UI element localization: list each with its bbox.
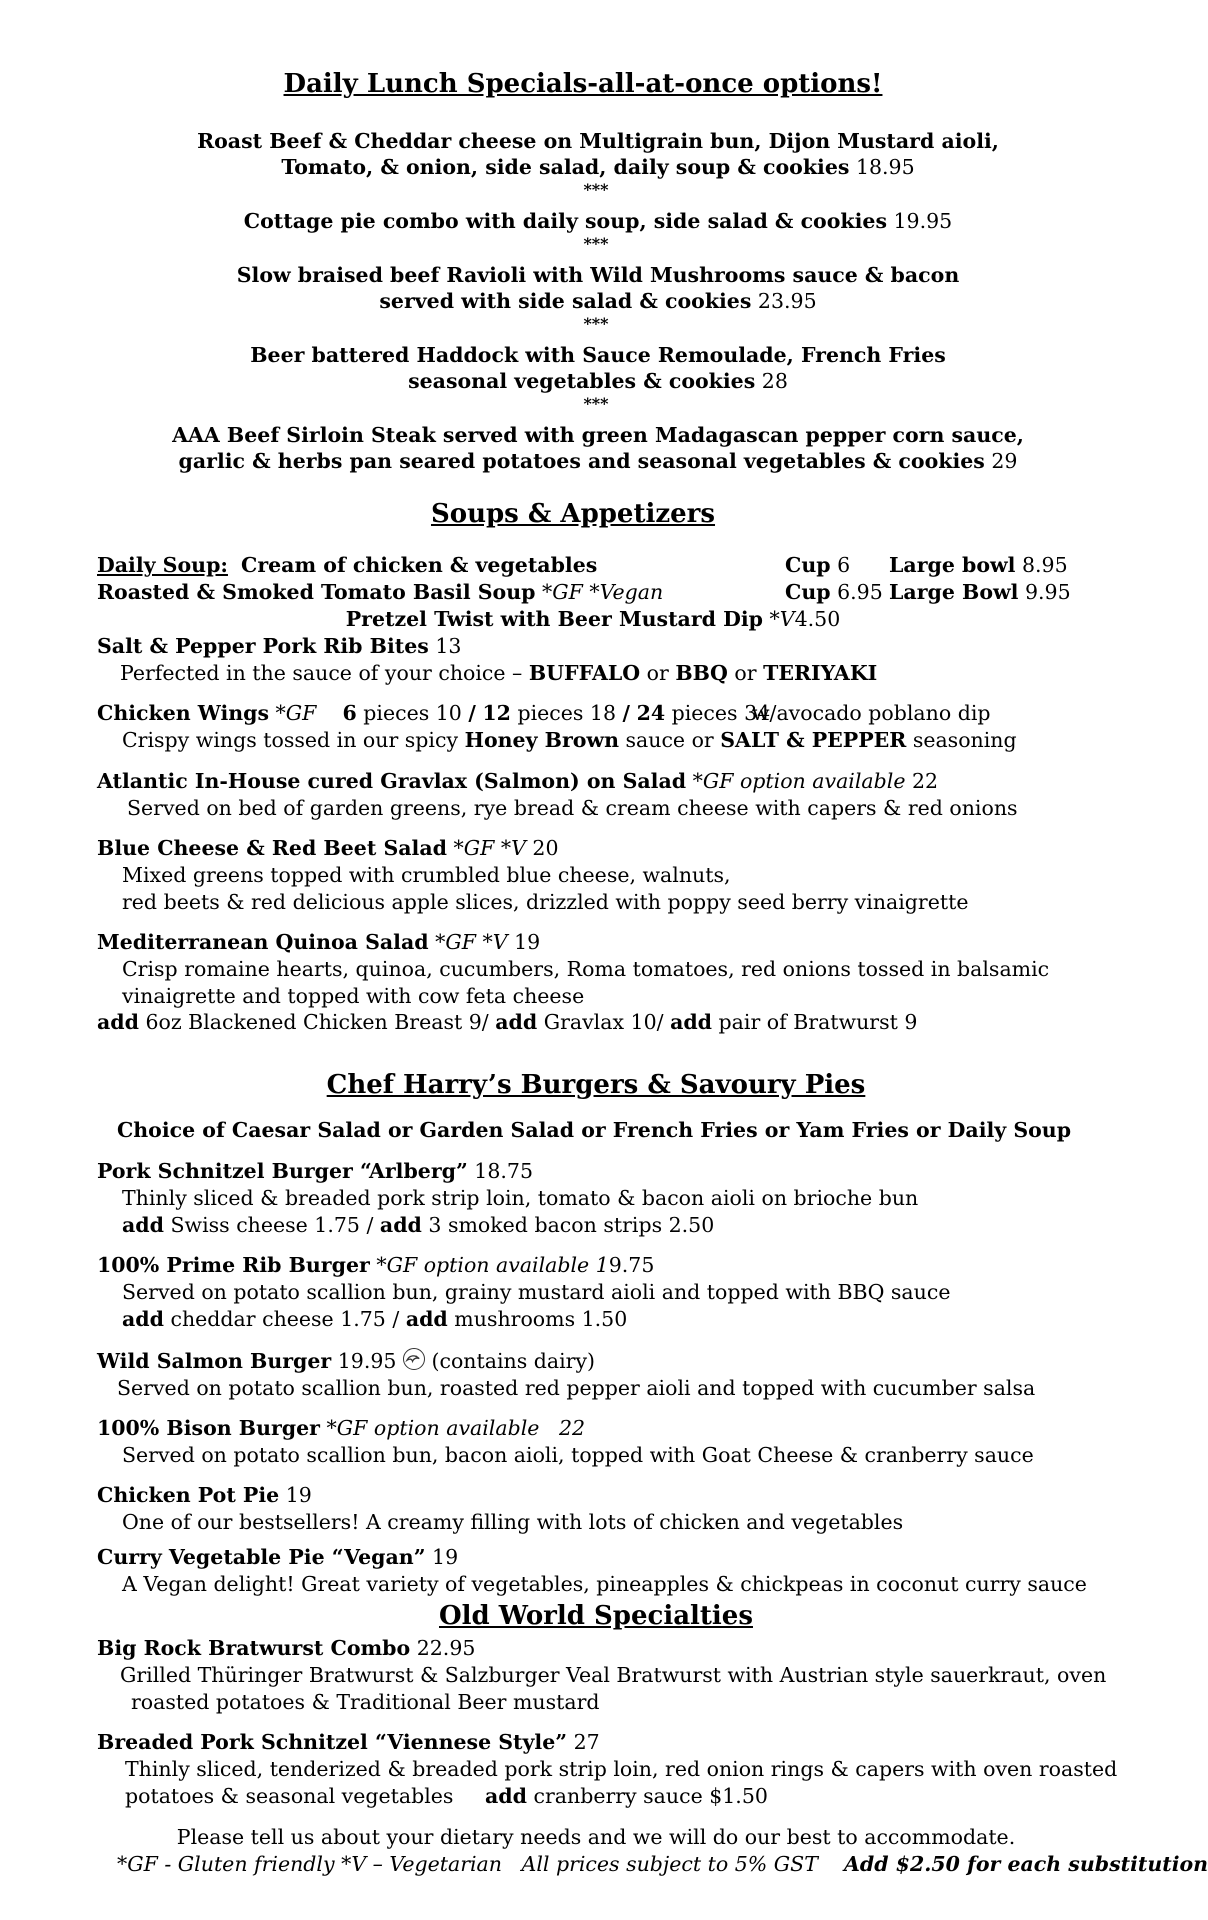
wings-desc-2: sauce or xyxy=(625,728,714,752)
salmon-note: (contains dairy) xyxy=(431,1349,596,1373)
rib-bites-desc xyxy=(120,660,877,687)
special-1-line-2 xyxy=(0,154,1196,181)
wings-price-24: pieces 34 xyxy=(671,701,771,725)
special-3-text: served with side salad & cookies xyxy=(379,289,752,313)
special-4-line-2 xyxy=(0,368,1196,395)
quinoa-desc-2: vinaigrette and topped with cow feta cheese xyxy=(122,984,585,1008)
wings-count-6: 6 xyxy=(342,701,357,725)
prime-rib-desc: Served on potato scallion bun, grainy mustard aioli and topped with BBQ sauce xyxy=(122,1280,951,1304)
daily-soup-bowl xyxy=(889,552,1068,579)
add-label: add xyxy=(379,1213,422,1237)
schnitzel-row xyxy=(97,1729,600,1756)
add-label: add xyxy=(485,1784,527,1808)
prime-rib-row xyxy=(97,1252,654,1279)
schnitzel-price: 27 xyxy=(573,1730,600,1754)
bison-burger-row xyxy=(97,1415,585,1442)
quinoa-price: 19 xyxy=(514,930,541,954)
addon-bacon: 3 smoked bacon strips 2.50 xyxy=(428,1213,715,1237)
wings-desc xyxy=(122,727,1017,754)
slash: / xyxy=(622,701,631,725)
pot-pie-name: Chicken Pot Pie xyxy=(97,1483,280,1507)
quinoa-name: Mediterranean Quinoa Salad xyxy=(97,930,429,954)
add-label: add xyxy=(670,1010,713,1034)
rib-bites-row xyxy=(97,633,461,660)
beet-tags: *GF *V xyxy=(453,836,526,860)
special-4-line-1: Beer battered Haddock with Sauce Remoulade, French Fries xyxy=(250,343,946,367)
oldworld-title: Old World Specialties xyxy=(439,1601,753,1631)
prime-rib-name: 100% Prime Rib Burger xyxy=(97,1253,370,1277)
wings-dip: w/avocado poblano dip xyxy=(752,701,991,725)
quinoa-desc-1: Crisp romaine hearts, quinoa, cucumbers, Roma tomatoes, red onions tossed in balsamic xyxy=(122,957,1050,981)
bison-burger-desc: Served on potato scallion bun, bacon aioli, topped with Goat Cheese & cranberry sauce xyxy=(122,1443,1034,1467)
special-2-price: 19.95 xyxy=(893,209,953,233)
addon-mushrooms: mushrooms 1.50 xyxy=(454,1307,628,1331)
special-5-text: garlic & herbs pan seared potatoes and seasonal vegetables & cookies xyxy=(178,449,985,473)
special-1-price: 18.95 xyxy=(855,155,915,179)
cup-label: Cup xyxy=(785,580,831,604)
salmon-burger-price: 19.95 xyxy=(337,1349,397,1373)
special-3-line-1: Slow braised beef Ravioli with Wild Mushrooms sauce & bacon xyxy=(236,263,960,287)
curry-pie-price: 19 xyxy=(432,1545,459,1569)
tomato-bowl-price: 9.95 xyxy=(1024,580,1071,604)
special-1-line-1: Roast Beef & Cheddar cheese on Multigrain bun, Dijon Mustard aioli, xyxy=(197,129,999,153)
addon-cheddar: cheddar cheese 1.75 / xyxy=(170,1307,400,1331)
schnitzel-addon xyxy=(485,1783,768,1810)
wings-count-24: 24 xyxy=(636,701,666,725)
special-5-line-2 xyxy=(0,448,1196,475)
daily-soup-label: Daily Soup: xyxy=(97,553,228,577)
special-3-line-2 xyxy=(0,288,1196,315)
add-label: add xyxy=(97,1010,139,1034)
rib-bites-price: 13 xyxy=(435,634,462,658)
daily-bowl-price: 8.95 xyxy=(1022,553,1068,577)
curry-pie-row xyxy=(97,1544,458,1571)
pretzel-tags: *V xyxy=(769,607,795,631)
gravlax-name: Atlantic In-House cured Gravlax (Salmon) on Salad xyxy=(97,769,687,793)
gravlax-price: 22 xyxy=(911,769,939,793)
special-5-line-1: AAA Beef Sirloin Steak served with green Madagascan pepper corn sauce, xyxy=(172,423,1024,447)
beet-desc-2: red beets & red delicious apple slices, drizzled with poppy seed berry vinaigrette xyxy=(122,890,969,914)
daily-soup-cup xyxy=(785,552,850,579)
wings-honey: Honey Brown xyxy=(464,728,619,752)
bison-burger-price: 22 xyxy=(558,1416,586,1440)
gravlax-row xyxy=(97,768,938,795)
wings-desc-1: Crispy wings tossed in our spicy xyxy=(122,728,459,752)
special-2-text: Cottage pie combo with daily soup, side salad & cookies xyxy=(243,209,887,233)
beet-price: 20 xyxy=(532,836,559,860)
special-1-text: Tomato, & onion, side salad, daily soup & cookies xyxy=(281,155,850,179)
special-4-price: 28 xyxy=(761,369,788,393)
or-text: or xyxy=(646,661,669,685)
slash: / xyxy=(468,701,476,725)
or-text: or xyxy=(734,661,757,685)
schnitzel-desc-2: potatoes & seasonal vegetables xyxy=(125,1784,454,1808)
pot-pie-row xyxy=(97,1482,312,1509)
add-label: add xyxy=(405,1307,448,1331)
beet-name: Blue Cheese & Red Beet Salad xyxy=(97,836,447,860)
addon-bratwurst: pair of Bratwurst 9 xyxy=(718,1010,918,1034)
wings-name: Chicken Wings xyxy=(97,701,270,725)
salmon-burger-name: Wild Salmon Burger xyxy=(97,1349,332,1373)
special-2-line-1 xyxy=(0,208,1196,235)
gravlax-desc: Served on bed of garden greens, rye bread & cream cheese with capers & red onions xyxy=(127,796,1018,820)
special-4-text: seasonal vegetables & cookies xyxy=(408,369,756,393)
ocean-wise-icon xyxy=(403,1348,425,1370)
substitution-note: Add $2.50 for each substitution xyxy=(843,1852,1208,1876)
lunch-title: Daily Lunch Specials-all-at-once options! xyxy=(283,69,883,99)
special-5-price: 29 xyxy=(991,449,1018,473)
curry-pie-desc: A Vegan delight! Great variety of vegetables, pineapples & chickpeas in coconut curry sauce xyxy=(122,1572,1087,1596)
pot-pie-desc: One of our bestsellers! A creamy filling with lots of chicken and vegetables xyxy=(122,1510,904,1534)
bratwurst-row xyxy=(97,1635,475,1662)
separator-1: *** xyxy=(583,180,609,199)
wings-desc-3: seasoning xyxy=(912,728,1017,752)
wings-salt: SALT & PEPPER xyxy=(720,728,907,752)
separator-4: *** xyxy=(583,394,609,413)
separator-2: *** xyxy=(583,234,609,253)
salmon-burger-row xyxy=(97,1348,595,1375)
add-label: add xyxy=(122,1307,164,1331)
cup-label: Cup xyxy=(785,553,831,577)
bratwurst-desc-2: roasted potatoes & Traditional Beer mustard xyxy=(131,1690,600,1714)
sauce-buffalo: BUFFALO xyxy=(528,661,641,685)
bratwurst-price: 22.95 xyxy=(416,1636,476,1660)
bison-burger-name: 100% Bison Burger xyxy=(97,1416,320,1440)
addon-swiss: Swiss cheese 1.75 / xyxy=(170,1213,374,1237)
pork-burger-row xyxy=(97,1158,533,1185)
bison-burger-tags: *GF option available xyxy=(326,1416,540,1440)
curry-pie-name: Curry Vegetable Pie “Vegan” xyxy=(97,1545,426,1569)
pot-pie-price: 19 xyxy=(285,1483,312,1507)
wings-price-6: pieces 10 xyxy=(363,701,462,725)
pork-burger-name: Pork Schnitzel Burger “Arlberg” xyxy=(97,1159,468,1183)
sauce-teriyaki: TERIYAKI xyxy=(763,661,878,685)
daily-soup-row xyxy=(97,552,597,579)
dietary-note: Please tell us about your dietary needs and we will do our best to accommodate. xyxy=(176,1825,1016,1849)
bratwurst-desc-1: Grilled Thüringer Bratwurst & Salzburger Veal Bratwurst with Austrian style sauerkraut, oven xyxy=(120,1663,1107,1687)
wings-price-12: pieces 18 xyxy=(517,701,616,725)
large-bowl-label: Large bowl xyxy=(889,553,1016,577)
sides-choice: Choice of Caesar Salad or Garden Salad or French Fries or Yam Fries or Daily Soup xyxy=(116,1118,1072,1142)
addon-gravlax: Gravlax 10/ xyxy=(543,1010,664,1034)
tomato-soup-row xyxy=(97,579,663,606)
gravlax-tags: *GF option available xyxy=(692,769,906,793)
daily-cup-price: 6 xyxy=(837,553,851,577)
add-label: add xyxy=(495,1010,538,1034)
wings-count-12: 12 xyxy=(482,701,511,725)
addon-chicken: 6oz Blackened Chicken Breast 9/ xyxy=(145,1010,489,1034)
beet-desc-1: Mixed greens topped with crumbled blue cheese, walnuts, xyxy=(122,863,731,887)
addon-cranberry: cranberry sauce $1.50 xyxy=(533,1784,768,1808)
quinoa-tags: *GF *V xyxy=(435,930,508,954)
rib-desc-text: Perfected in the sauce of your choice – xyxy=(120,661,523,685)
prime-rib-tags: *GF option available 1 xyxy=(376,1253,609,1277)
prime-rib-price: 9.75 xyxy=(608,1253,655,1277)
pork-burger-price: 18.75 xyxy=(474,1159,533,1183)
special-3-price: 23.95 xyxy=(757,289,817,313)
pretzel-price: 4.50 xyxy=(794,607,841,631)
wings-row xyxy=(97,700,770,727)
soups-title: Soups & Appetizers xyxy=(430,499,716,529)
burgers-title: Chef Harry’s Burgers & Savoury Pies xyxy=(326,1070,866,1100)
quinoa-row xyxy=(97,929,540,956)
beet-salad-row xyxy=(97,835,559,862)
tomato-soup-name: Roasted & Smoked Tomato Basil Soup xyxy=(97,580,536,604)
daily-soup-name: Cream of chicken & vegetables xyxy=(241,553,598,577)
tomato-soup-cup xyxy=(785,579,883,606)
salmon-burger-desc: Served on potato scallion bun, roasted red pepper aioli and topped with cucumber salsa xyxy=(117,1376,1036,1400)
schnitzel-desc-1: Thinly sliced, tenderized & breaded pork strip loin, red onion rings & capers with oven roasted xyxy=(125,1757,1118,1781)
prime-rib-addons xyxy=(122,1306,627,1333)
tomato-soup-bowl xyxy=(889,579,1071,606)
pretzel-row xyxy=(0,606,1186,633)
rib-bites-name: Salt & Pepper Pork Rib Bites xyxy=(97,634,429,658)
pork-burger-desc: Thinly sliced & breaded pork strip loin, tomato & bacon aioli on brioche bun xyxy=(122,1186,919,1210)
footer-legend xyxy=(117,1851,1208,1878)
wings-tags: *GF xyxy=(275,701,317,725)
tomato-soup-tags: *GF *Vegan xyxy=(542,580,664,604)
pork-burger-addons xyxy=(122,1212,714,1239)
tomato-cup-price: 6.95 xyxy=(837,580,883,604)
salad-addons xyxy=(97,1009,917,1036)
bratwurst-name: Big Rock Bratwurst Combo xyxy=(97,1636,411,1660)
separator-3: *** xyxy=(583,314,609,333)
add-label: add xyxy=(122,1213,164,1237)
sauce-bbq: BBQ xyxy=(675,661,728,685)
legend-text: *GF - Gluten friendly *V – Vegetarian All prices subject to 5% GST xyxy=(117,1852,818,1876)
schnitzel-name: Breaded Pork Schnitzel “Viennese Style” xyxy=(97,1730,568,1754)
large-bowl-label: Large Bowl xyxy=(889,580,1019,604)
pretzel-name: Pretzel Twist with Beer Mustard Dip xyxy=(345,607,764,631)
